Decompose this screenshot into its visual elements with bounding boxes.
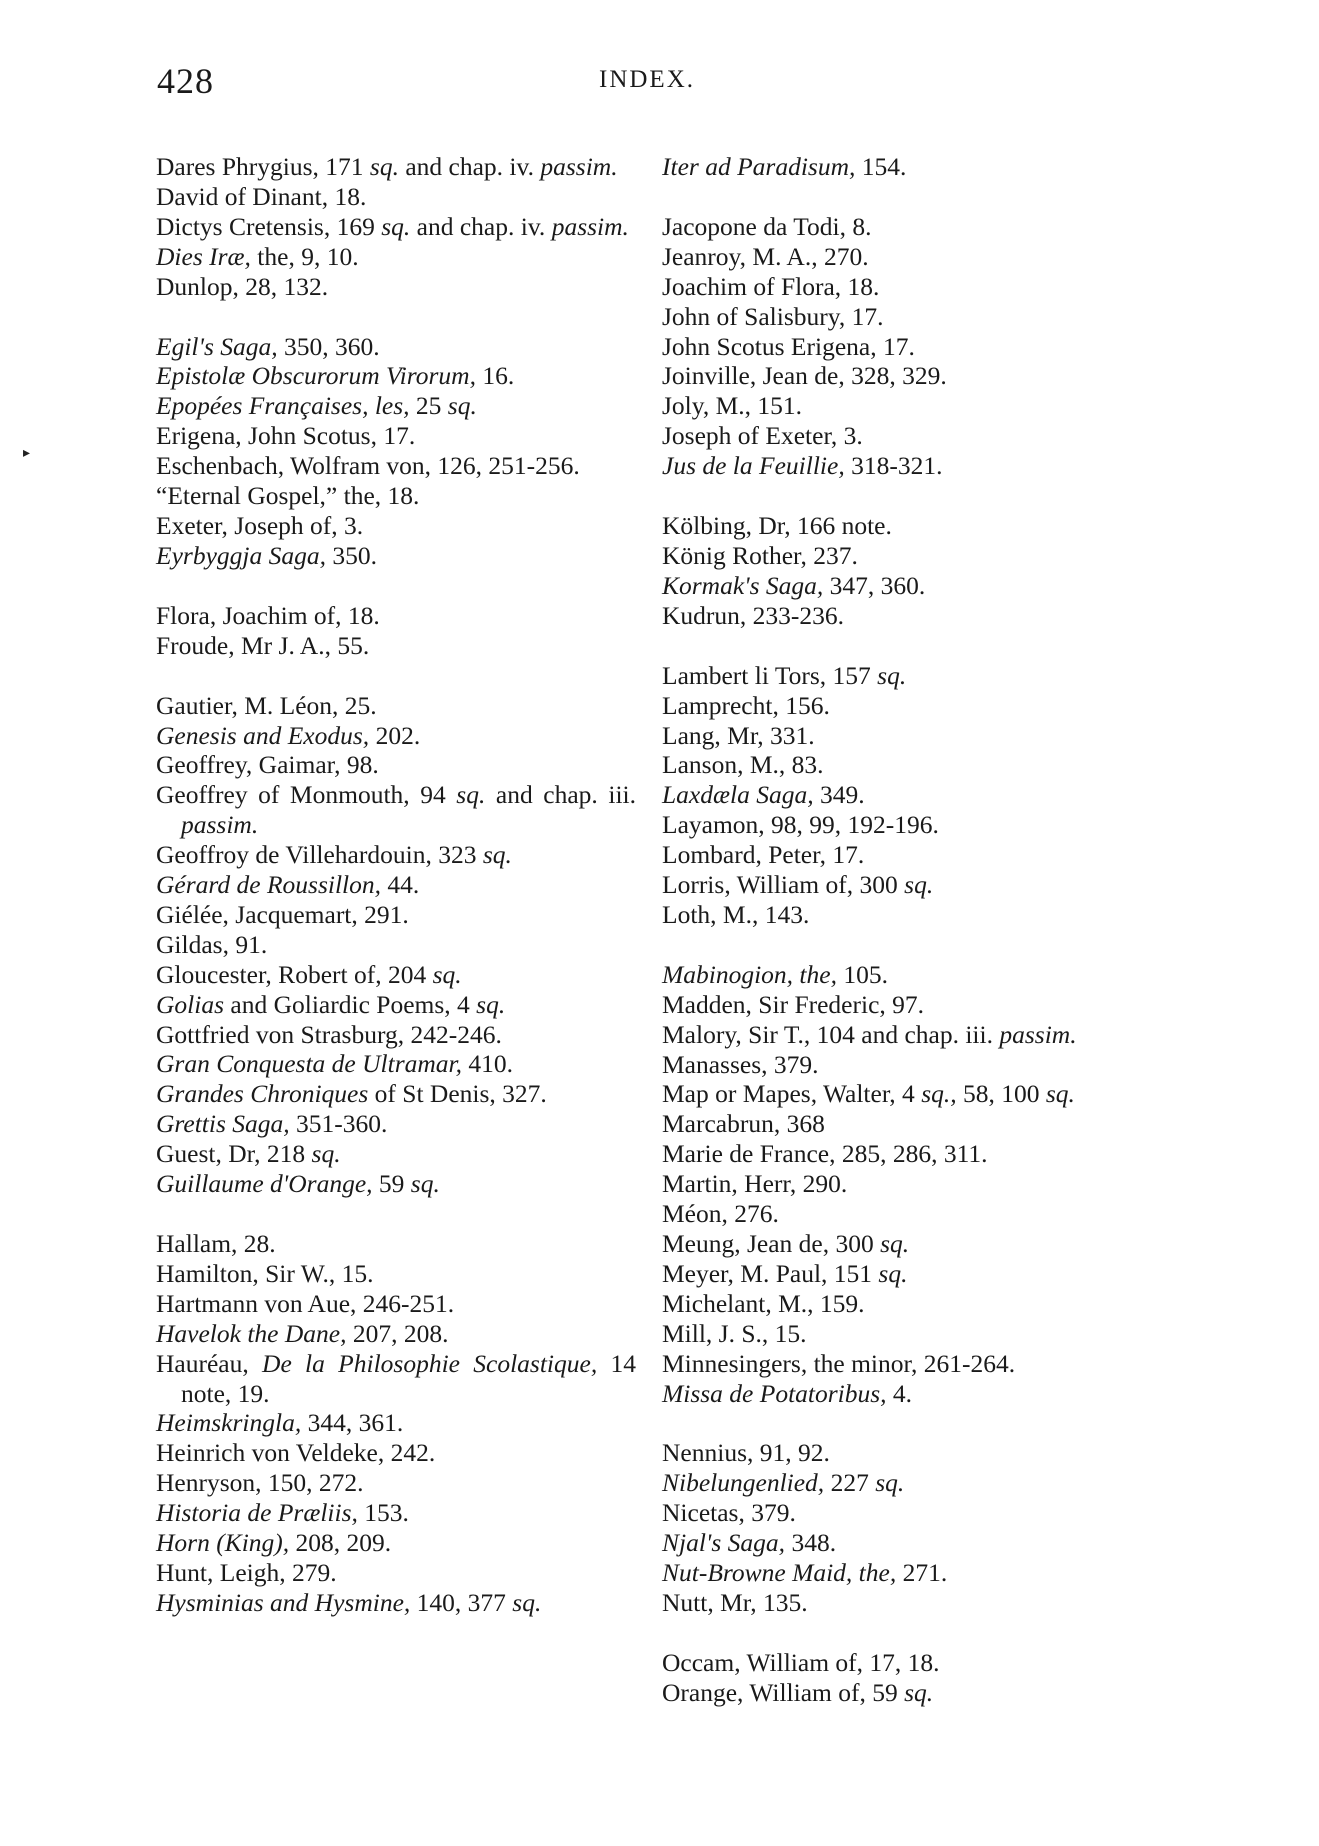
index-entry-text: David of Dinant, 18. xyxy=(156,181,367,211)
index-entry xyxy=(156,601,636,631)
index-entry-italic: Genesis and Exodus, xyxy=(156,720,370,750)
index-entry xyxy=(662,391,1152,421)
index-entry-text: 208, 209. xyxy=(289,1528,392,1558)
index-entry xyxy=(156,182,636,212)
index-entry xyxy=(156,1259,636,1289)
index-entry-text: Jacopone da Todi, 8. xyxy=(662,211,872,241)
index-entry-italic: sq. xyxy=(369,152,399,181)
index-entry-text: Giélée, Jacquemart, 291. xyxy=(156,899,409,929)
index-entry-italic: sq. xyxy=(904,870,934,900)
index-entry-text: 318-321. xyxy=(844,451,943,481)
index-entry-text: Dictys Cretensis, 169 xyxy=(156,211,382,241)
index-entry-text: Dares Phrygius, 171 xyxy=(156,152,370,181)
index-entry-italic: Grandes Chroniques xyxy=(156,1079,369,1109)
index-entry-italic: sq., xyxy=(921,1079,957,1109)
index-entry-text: “Eternal Gospel,” the, 18. xyxy=(156,481,420,511)
index-entry-text: Jeanroy, M. A., 270. xyxy=(662,241,869,271)
index-entry-italic: Epistolæ Obscurorum Virorum, xyxy=(156,361,476,391)
index-entry-text: Guest, Dr, 218 xyxy=(156,1139,312,1169)
index-entry-text: 14 note, 19. xyxy=(181,1348,636,1408)
index-entry-italic: Iter ad Paradisum, xyxy=(662,152,856,181)
index-entry-italic: Gérard de Roussillon, xyxy=(156,870,382,900)
index-entry xyxy=(662,332,1152,362)
index-entry-text: Lanson, M., 83. xyxy=(662,750,824,780)
index-entry-italic: Eyrbyggja Saga, xyxy=(156,540,326,570)
index-entry-text: Gloucester, Robert of, 204 xyxy=(156,959,433,989)
index-entry xyxy=(662,1648,1152,1678)
margin-mark: ▸ xyxy=(23,445,31,461)
page-number: 428 xyxy=(157,61,214,101)
index-entry xyxy=(662,212,1152,242)
index-entry-italic: passim. xyxy=(540,152,618,181)
index-entry-italic: sq. xyxy=(311,1139,341,1169)
index-entry-italic: Jus de la Feuillie, xyxy=(662,451,845,481)
index-entry-text: Orange, William of, 59 xyxy=(662,1677,905,1707)
index-entry xyxy=(156,391,636,421)
index-entry xyxy=(662,661,1152,691)
index-entry-italic: sq. xyxy=(482,840,512,870)
index-entry-text: Exeter, Joseph of, 3. xyxy=(156,510,364,540)
index-entry-text: Kölbing, Dr, 166 note. xyxy=(662,511,892,541)
index-entry-text: Mill, J. S., 15. xyxy=(662,1318,807,1348)
index-entry xyxy=(662,1259,1152,1289)
index-entry-text: John Scotus Erigena, 17. xyxy=(662,331,915,361)
index-entry-text: of St Denis, 327. xyxy=(368,1079,547,1109)
index-entry xyxy=(156,1020,636,1050)
index-entry xyxy=(662,1109,1152,1139)
index-entry-text: Lombard, Peter, 17. xyxy=(662,840,865,870)
index-entry xyxy=(156,451,636,481)
index-entry-text: 105. xyxy=(836,959,888,989)
index-entry xyxy=(156,900,636,930)
index-entry-text: Joachim of Flora, 18. xyxy=(662,271,880,301)
index-entry-text: Kudrun, 233-236. xyxy=(662,600,845,630)
index-entry-text: and chap. iv. xyxy=(398,152,541,181)
index-entry-text: 347, 360. xyxy=(823,570,926,600)
index-entry-italic: sq. xyxy=(877,660,907,690)
index-entry-text: 348. xyxy=(785,1528,837,1558)
index-entry-text: Meyer, M. Paul, 151 xyxy=(662,1258,879,1288)
index-entry-text: Lorris, William of, 300 xyxy=(662,870,905,900)
index-entry xyxy=(662,990,1152,1020)
index-entry-text: Joseph of Exeter, 3. xyxy=(662,421,863,451)
index-entry-text: Minnesingers, the minor, 261-264. xyxy=(662,1348,1016,1378)
index-entry-text: 410. xyxy=(462,1049,514,1079)
index-entry-text: Hallam, 28. xyxy=(156,1229,276,1258)
index-entry xyxy=(662,1139,1152,1169)
index-entry-italic: passim. xyxy=(999,1019,1077,1049)
index-entry xyxy=(156,1438,636,1468)
index-entry-italic: passim. xyxy=(551,211,629,241)
index-entry-italic: Missa de Potatoribus, xyxy=(662,1378,887,1408)
index-entry-italic: Njal's Saga, xyxy=(662,1528,786,1558)
index-entry-text: Malory, Sir T., 104 and chap. iii. xyxy=(662,1019,1000,1049)
index-entry-text: 16. xyxy=(475,361,515,391)
index-entry xyxy=(156,960,636,990)
index-entry xyxy=(662,511,1152,541)
index-entry-text: John of Salisbury, 17. xyxy=(662,301,884,331)
index-entry-text: König Rother, 237. xyxy=(662,540,858,570)
index-entry-text: Lamprecht, 156. xyxy=(662,690,830,720)
index-entry-italic: sq. xyxy=(875,1468,905,1498)
index-entry-text: Erigena, John Scotus, 17. xyxy=(156,421,416,451)
index-entry xyxy=(662,421,1152,451)
index-entry xyxy=(662,1678,1152,1708)
index-entry-italic: Egil's Saga, xyxy=(156,331,278,361)
index-entry-text: the, 9, 10. xyxy=(250,241,359,271)
index-entry-italic: Kormak's Saga, xyxy=(662,570,824,600)
index-entry-text: Henryson, 150, 272. xyxy=(156,1468,364,1498)
index-entry xyxy=(662,1498,1152,1528)
index-entry xyxy=(662,1289,1152,1319)
index-entry xyxy=(662,1319,1152,1349)
index-entry-italic: sq. xyxy=(447,391,477,421)
index-entry-italic: Nibelungenlied, xyxy=(662,1468,825,1498)
index-entry-text: Manasses, 379. xyxy=(662,1049,819,1079)
index-entry-text: 25 xyxy=(409,391,448,421)
index-entry xyxy=(156,481,636,511)
index-entry xyxy=(156,870,636,900)
index-entry-italic: Grettis Saga, xyxy=(156,1109,290,1139)
index-entry-italic: Gran Conquesta de Ultramar, xyxy=(156,1049,463,1079)
index-entry-text: and Goliardic Poems, 4 xyxy=(224,989,477,1019)
index-entry xyxy=(662,1169,1152,1199)
index-entry xyxy=(156,1289,636,1319)
index-entry-italic: Dies Iræ, xyxy=(156,241,251,271)
index-entry-text: Gildas, 91. xyxy=(156,929,268,959)
index-entry-text: Martin, Herr, 290. xyxy=(662,1169,848,1199)
index-entry xyxy=(156,152,636,182)
index-entry-italic: sq. xyxy=(878,1258,908,1288)
index-entry xyxy=(156,631,636,661)
index-entry-italic: sq. xyxy=(476,989,506,1019)
index-entry xyxy=(156,1498,636,1528)
index-entry-italic: sq. xyxy=(880,1229,910,1258)
index-entry-italic: De la Philosophie Scolastique, xyxy=(262,1348,598,1378)
index-entry-text: Madden, Sir Frederic, 97. xyxy=(662,989,925,1019)
index-entry xyxy=(662,361,1152,391)
index-entry-text: Lang, Mr, 331. xyxy=(662,720,815,750)
index-entry xyxy=(156,1408,636,1438)
index-entry-italic: Golias xyxy=(156,989,225,1019)
index-entry-text: Froude, Mr J. A., 55. xyxy=(156,630,370,660)
index-entry xyxy=(156,780,636,840)
index-entry xyxy=(662,1588,1152,1618)
index-entry-italic: Havelok the Dane, xyxy=(156,1318,347,1348)
index-entry xyxy=(156,1349,636,1409)
index-entry xyxy=(156,750,636,780)
index-entry-italic: sq. xyxy=(432,959,462,989)
index-entry-text: 350. xyxy=(325,540,377,570)
index-column-right xyxy=(662,152,1152,1708)
index-entry xyxy=(156,1588,636,1618)
index-entry-text: Eschenbach, Wolfram von, 126, 251-256. xyxy=(156,451,580,481)
index-entry-text: Layamon, 98, 99, 192-196. xyxy=(662,810,939,840)
index-entry-text: Marie de France, 285, 286, 311. xyxy=(662,1139,988,1169)
index-entry xyxy=(156,272,636,302)
index-entry xyxy=(662,272,1152,302)
index-entry-text: 154. xyxy=(855,152,907,181)
index-entry-text: Meung, Jean de, 300 xyxy=(662,1229,881,1258)
index-entry-italic: sq. xyxy=(410,1169,440,1199)
index-entry xyxy=(156,332,636,362)
index-column-left xyxy=(156,152,636,1618)
index-entry-text: and chap. iv. xyxy=(410,211,552,241)
index-entry xyxy=(662,1468,1152,1498)
index-entry xyxy=(156,990,636,1020)
index-entry xyxy=(662,1438,1152,1468)
index-entry-text: 271. xyxy=(896,1558,948,1588)
index-entry-text: 349. xyxy=(813,780,865,810)
index-entry xyxy=(156,1109,636,1139)
index-entry-text: 202. xyxy=(369,720,421,750)
index-entry-text: Map or Mapes, Walter, 4 xyxy=(662,1079,922,1109)
index-entry-text: Marcabrun, 368 xyxy=(662,1109,825,1139)
index-entry-text: 350, 360. xyxy=(277,331,380,361)
index-entry xyxy=(156,511,636,541)
index-entry xyxy=(662,1229,1152,1259)
index-entry xyxy=(156,691,636,721)
index-entry-text: 351-360. xyxy=(289,1109,388,1139)
index-entry-text: 344, 361. xyxy=(301,1408,404,1438)
index-entry-italic: sq. xyxy=(904,1677,934,1707)
index-entry xyxy=(662,870,1152,900)
index-entry xyxy=(156,1528,636,1558)
index-entry-text: Lambert li Tors, 157 xyxy=(662,660,878,690)
index-entry xyxy=(156,1079,636,1109)
index-entry-text: Nutt, Mr, 135. xyxy=(662,1587,808,1617)
index-entry xyxy=(156,212,636,242)
index-entry-text: Gottfried von Strasburg, 242-246. xyxy=(156,1019,502,1049)
index-entry-text: 153. xyxy=(357,1498,409,1528)
index-entry xyxy=(156,361,636,391)
index-entry xyxy=(662,1379,1152,1409)
index-entry-text: 207, 208. xyxy=(346,1318,449,1348)
index-entry xyxy=(662,840,1152,870)
index-entry-text: 59 xyxy=(372,1169,411,1199)
index-entry-text: Flora, Joachim of, 18. xyxy=(156,600,380,630)
index-entry xyxy=(156,1319,636,1349)
index-entry xyxy=(662,1558,1152,1588)
index-entry-italic: Nut-Browne Maid, the, xyxy=(662,1558,897,1588)
index-entry-text: Hamilton, Sir W., 15. xyxy=(156,1258,374,1288)
index-entry-text: Nennius, 91, 92. xyxy=(662,1438,830,1468)
index-entry xyxy=(662,601,1152,631)
index-entry-text: Geoffrey, Gaimar, 98. xyxy=(156,750,379,780)
index-entry xyxy=(662,780,1152,810)
index-entry-italic: Mabinogion, the, xyxy=(662,959,837,989)
index-entry xyxy=(662,152,1152,182)
index-entry-text: Joinville, Jean de, 328, 329. xyxy=(662,361,947,391)
index-entry xyxy=(662,1050,1152,1080)
index-entry xyxy=(156,1139,636,1169)
index-entry xyxy=(662,451,1152,481)
index-entry-text: Joly, M., 151. xyxy=(662,391,803,421)
index-entry xyxy=(662,1020,1152,1050)
index-entry xyxy=(662,302,1152,332)
index-entry-text: Heinrich von Veldeke, 242. xyxy=(156,1438,436,1468)
index-entry-italic: passim. xyxy=(181,810,259,840)
index-entry xyxy=(662,721,1152,751)
index-entry-text: Méon, 276. xyxy=(662,1199,779,1229)
index-entry-text: Hartmann von Aue, 246-251. xyxy=(156,1288,455,1318)
index-entry-italic: Historia de Præliis, xyxy=(156,1498,358,1528)
index-entry xyxy=(156,840,636,870)
index-entry-italic: sq. xyxy=(512,1587,542,1617)
index-entry-text: 227 xyxy=(824,1468,876,1498)
index-entry xyxy=(662,691,1152,721)
index-entry-italic: Hysminias and Hysmine, xyxy=(156,1587,411,1617)
index-entry-text: Nicetas, 379. xyxy=(662,1498,796,1528)
index-entry-italic: Laxdæla Saga, xyxy=(662,780,814,810)
index-entry-text: and chap. iii. xyxy=(485,780,636,810)
index-entry-italic: Horn (King), xyxy=(156,1528,290,1558)
index-entry xyxy=(156,1468,636,1498)
index-entry-italic: Heimskringla, xyxy=(156,1408,302,1438)
index-entry-text: Dunlop, 28, 132. xyxy=(156,271,329,301)
index-entry-italic: sq. xyxy=(381,211,411,241)
index-entry-text: Michelant, M., 159. xyxy=(662,1288,865,1318)
index-entry-text: Loth, M., 143. xyxy=(662,899,810,929)
index-entry xyxy=(156,721,636,751)
index-entry xyxy=(156,242,636,272)
index-entry xyxy=(662,960,1152,990)
index-entry-italic: Guillaume d'Orange, xyxy=(156,1169,373,1199)
index-entry-text: Occam, William of, 17, 18. xyxy=(662,1647,940,1677)
index-entry-text: Hunt, Leigh, 279. xyxy=(156,1557,337,1587)
index-entry xyxy=(662,810,1152,840)
index-entry xyxy=(662,541,1152,571)
index-entry-text: 44. xyxy=(381,870,420,900)
index-entry-text: Geoffroy de Villehardouin, 323 xyxy=(156,840,483,870)
running-head: INDEX. xyxy=(599,66,696,93)
index-entry xyxy=(156,541,636,571)
index-entry xyxy=(156,1049,636,1079)
index-entry-text: 58, 100 xyxy=(956,1079,1046,1109)
index-entry xyxy=(662,750,1152,780)
index-entry-text: 140, 377 xyxy=(410,1587,513,1617)
index-entry xyxy=(156,1169,636,1199)
index-entry-italic: Epopées Françaises, les, xyxy=(156,391,410,421)
index-entry xyxy=(156,930,636,960)
index-entry xyxy=(662,900,1152,930)
index-entry xyxy=(156,421,636,451)
index-entry xyxy=(662,1528,1152,1558)
index-entry xyxy=(662,571,1152,601)
index-entry xyxy=(662,1349,1152,1379)
index-entry-text: Geoffrey of Monmouth, 94 xyxy=(156,780,457,810)
index-entry xyxy=(662,1199,1152,1229)
index-entry-text: 4. xyxy=(886,1378,913,1408)
index-entry-text: Gautier, M. Léon, 25. xyxy=(156,690,377,720)
index-entry xyxy=(662,1079,1152,1109)
index-entry xyxy=(662,242,1152,272)
index-entry xyxy=(156,1558,636,1588)
index-entry-italic: sq. xyxy=(456,780,486,810)
index-entry-italic: sq. xyxy=(1045,1079,1075,1109)
index-entry xyxy=(156,1229,636,1259)
index-entry-text: Hauréau, xyxy=(156,1348,263,1378)
